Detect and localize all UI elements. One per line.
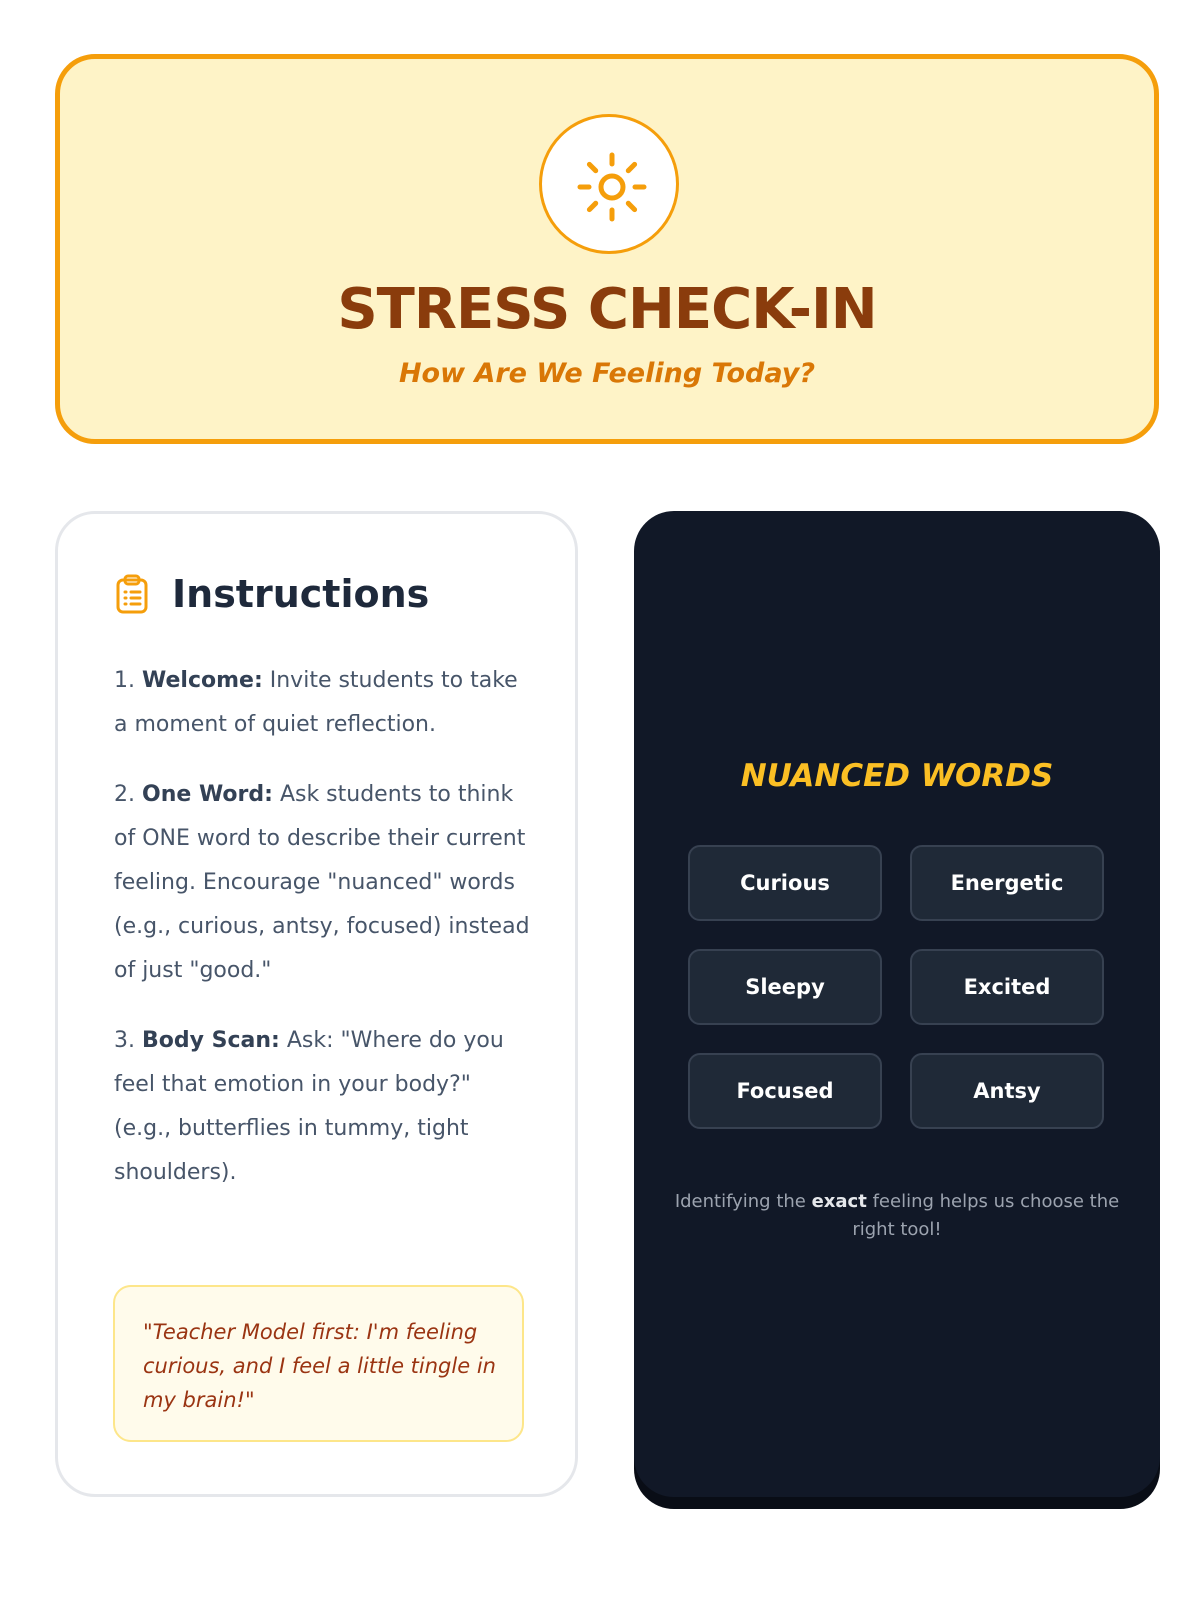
clipboard-icon <box>114 574 150 614</box>
step-number: 2. <box>114 782 135 807</box>
instructions-card <box>55 511 578 1497</box>
step-text: Ask: "Where do you feel that emotion in your body?" (e.g., butterflies in tummy, tight shoulders). <box>114 1028 504 1185</box>
instruction-step-3 <box>114 1019 534 1195</box>
caption-emphasis: exact <box>811 1191 867 1212</box>
teacher-quote-box <box>113 1285 524 1442</box>
caption-end: feeling helps us choose the right tool! <box>852 1191 1120 1240</box>
step-text: Invite students to take a moment of quiet reflection. <box>114 668 518 737</box>
instruction-step-2 <box>114 773 534 993</box>
instructions-title: Instructions <box>172 572 430 616</box>
words-caption <box>674 1188 1120 1244</box>
word-button-antsy[interactable]: Antsy <box>910 1053 1104 1129</box>
instruction-step-1 <box>114 659 534 747</box>
step-number: 1. <box>114 668 135 693</box>
step-label: One Word: <box>142 782 273 807</box>
word-button-focused[interactable]: Focused <box>688 1053 882 1129</box>
sun-badge <box>539 114 679 254</box>
word-button-energetic[interactable]: Energetic <box>910 845 1104 921</box>
word-button-curious[interactable]: Curious <box>688 845 882 921</box>
word-button-excited[interactable]: Excited <box>910 949 1104 1025</box>
instruction-steps <box>114 659 534 1221</box>
step-number: 3. <box>114 1028 135 1053</box>
word-button-sleepy[interactable]: Sleepy <box>688 949 882 1025</box>
word-grid <box>688 845 1106 1129</box>
step-label: Body Scan: <box>142 1028 280 1053</box>
teacher-quote: "Teacher Model first: I'm feeling curious, and I feel a little tingle in my brain!" <box>143 1320 496 1412</box>
instructions-heading <box>114 572 429 616</box>
step-text: Ask students to think of ONE word to describe their current feeling. Encourage "nuanced" words (e.g., curious, antsy, focused) instead of just "good." <box>114 782 530 983</box>
page-subtitle: How Are We Feeling Today? <box>398 358 816 389</box>
nuanced-words-card <box>634 511 1160 1497</box>
sun-icon <box>575 150 649 224</box>
header-card <box>55 54 1159 444</box>
nuanced-words-title: NUANCED WORDS <box>740 758 1054 794</box>
caption-start: Identifying the <box>674 1191 806 1212</box>
page-title: STRESS CHECK-IN <box>337 277 877 342</box>
step-label: Welcome: <box>142 668 263 693</box>
